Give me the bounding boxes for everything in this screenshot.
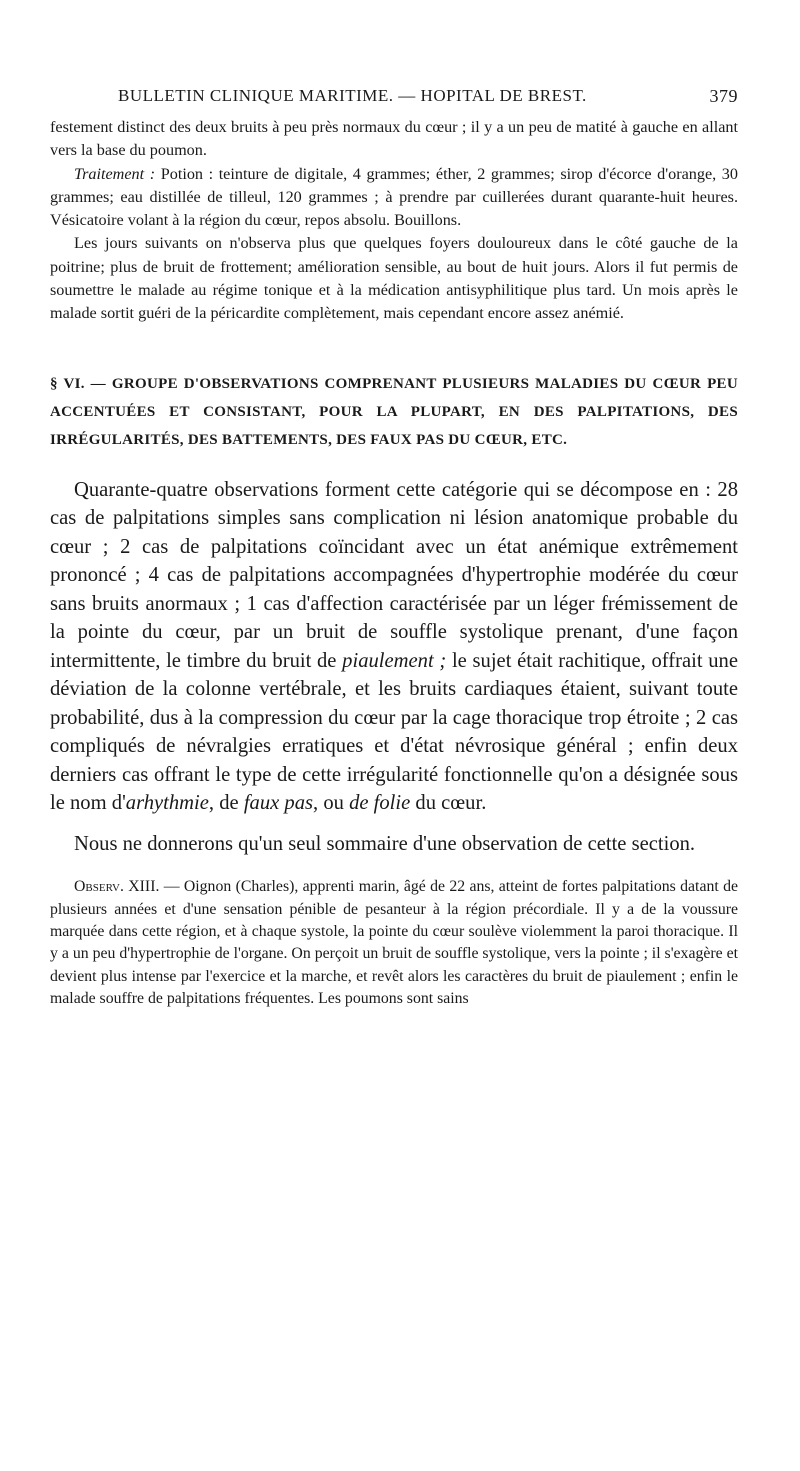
body-text-c: , de [208, 792, 244, 815]
body-text-b: le sujet était rachitique, offrait une déviation de la colonne vertébrale, et les bruits cardiaques étaient, suivant toute probabilité, dus à la compression du cœur par la cage thoracique trop étroite ; 2 cas compliqués de névralgies erratiques et d'état névrosique général ; enfin deux derniers cas offrant le type de cette irrégularité fonctionnelle qu'on a désignée sous le nom d' [50, 649, 738, 815]
paragraph-treatment [50, 163, 738, 233]
observation-number: XIII. — [123, 878, 184, 896]
body-text-a: Quarante-quatre observations forment cette catégorie qui se décompose en : 28 cas de palpitations simples sans complication ni lésion anatomique probable du cœur ; 2 cas de palpitations coïncidant avec un état anémique extrêmement prononcé ; 4 cas de palpitations accompagnées d'hypertrophie modérée du cœur sans bruits anormaux ; 1 cas d'affection caractérisée par un léger frémissement de la pointe du cœur, par un bruit de souffle systolique prenant, d'une façon intermittente, le timbre du bruit de [50, 478, 738, 672]
section-number: § VI. — [50, 375, 106, 392]
paragraph-summary-intro: Nous ne donnerons qu'un seul sommaire d'une observation de cette section. [74, 832, 696, 855]
paragraph-continuation: festement distinct des deux bruits à peu près normaux du cœur ; il y a un peu de matité à gauche en allant vers la base du poumon. [50, 118, 738, 160]
term-arhythmie: arhythmie [125, 792, 209, 815]
body-text-d: , ou [313, 792, 350, 815]
section-title: GROUPE D'OBSERVATIONS COMPRENANT PLUSIEURS MALADIES DU CŒUR PEU ACCENTUÉES ET CONSISTANT, POUR LA PLUPART, EN DES PALPITATIONS, DES IRRÉGULARITÉS, DES BATTEMENTS, DES FAUX PAS DU CŒUR, ETC. [50, 375, 738, 448]
book-page [50, 86, 738, 1026]
running-header [50, 86, 738, 116]
term-faux-pas: faux pas [243, 792, 314, 815]
running-title: BULLETIN CLINIQUE MARITIME. — HOPITAL DE BREST. [118, 86, 587, 105]
observation-label: Observ. [74, 878, 124, 896]
section-heading [50, 370, 738, 454]
observation-text: Oignon (Charles), apprenti marin, âgé de 22 ans, atteint de fortes palpitations datant de plusieurs années et d'une sensation pénible de pesanteur à la région précordiale. Il y a de la voussure marquée dans cette région, et à chaque systole, la pointe du cœur soulève violemment la paroi thoracique. Il y a un peu d'hypertrophie de l'organe. On perçoit un bruit de souffle systolique, vers la pointe ; il s'exagère et devient plus intense par l'exercice et la marche, et revêt alors les caractères du bruit de piaulement ; enfin le malade souffre de palpitations fréquentes. Les poumons sont sains [50, 878, 738, 1008]
term-folie: de folie [349, 792, 411, 815]
observation-xiii [50, 876, 738, 1010]
page-number: 379 [709, 86, 738, 106]
body-text-e: du cœur. [410, 792, 487, 815]
paragraph-following-days: Les jours suivants on n'observa plus que quelques foyers douloureux dans le côté gauche de la poitrine; plus de bruit de frottement; amélioration sensible, au bout de huit jours. Alors il fut permis de soumettre le malade au régime tonique et à la médication antisyphilitique plus tard. Un mois après le malade sortit guéri de la péricardite complètement, mais cependant encore assez anémié. [50, 234, 738, 323]
treatment-label: Traitement : [74, 164, 156, 183]
term-piaulement: piaulement ; [342, 649, 447, 672]
paragraph-categories [50, 476, 738, 818]
treatment-text: Potion : teinture de digitale, 4 grammes; éther, 2 grammes; sirop d'écorce d'orange, 30 grammes; eau distillée de tilleul, 120 grammes ; à prendre par cuillerées durant quarante-huit heures. Vésicatoire volant à la région du cœur, repos absolu. Bouillons. [50, 164, 738, 230]
